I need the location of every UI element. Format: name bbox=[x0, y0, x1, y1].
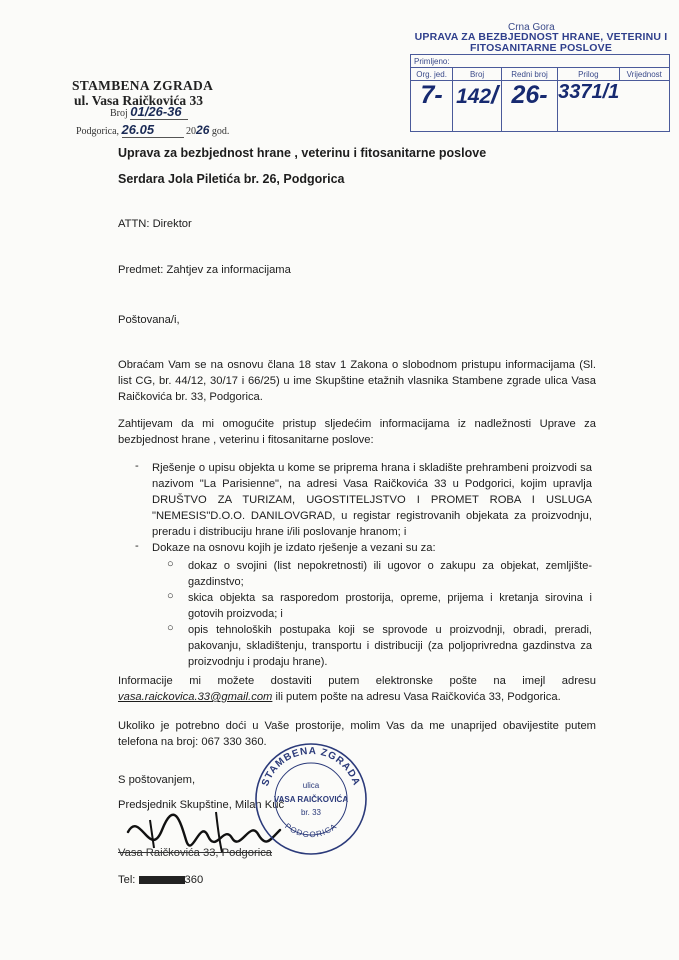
tel-redaction bbox=[139, 876, 185, 884]
bullet-1: - bbox=[135, 460, 139, 472]
broj-value: 01/26-36 bbox=[130, 104, 188, 120]
round-seal bbox=[252, 740, 370, 858]
paragraph-3-after: ili putem pošte na adresu Vasa Raičkovića 33, Podgorica. bbox=[275, 691, 561, 703]
stamp-col-vrijednost: Vrijednost bbox=[619, 68, 669, 81]
subject-line: Predmet: Zahtjev za informacijama bbox=[118, 264, 291, 276]
stamp-val-org: 7 bbox=[420, 81, 435, 109]
stamp-col-broj: Broj bbox=[453, 68, 502, 81]
paragraph-2: Zahtijevam da mi omogućite pristup sljedećim informacijama iz nadležnosti Uprave za bezbjednost hrane , veterinu i fitosanitarne poslove: bbox=[118, 418, 596, 446]
tel-label: Tel: bbox=[118, 874, 136, 886]
stamp-col-redni: Redni broj bbox=[501, 68, 557, 81]
svg-text:PODGORICA bbox=[283, 822, 339, 840]
sub-bullet-3: ○ bbox=[167, 622, 174, 634]
sender-date bbox=[76, 122, 229, 138]
salutation: Poštovana/i, bbox=[118, 314, 180, 326]
paragraph-3-before: Informacije mi možete dostaviti putem elektronske pošte na imejl adresu bbox=[118, 675, 596, 687]
stamp-val-redni: 26 bbox=[511, 81, 540, 109]
sub-item-3: opis tehnoloških postupaka koji se sprovode u proizvodnji, obradi, preradi, pakovanju, skladištenju, transportu i distribuciji (za poljoprivredna gazdinstva za proizvodnju i prodaju hrane). bbox=[188, 624, 592, 668]
sender-line-2: ul. Vasa Raičkovića 33 bbox=[74, 93, 204, 108]
date-value: 26.05 bbox=[122, 122, 184, 138]
attn-line: ATTN: Direktor bbox=[118, 218, 192, 230]
sub-bullet-2: ○ bbox=[167, 590, 174, 602]
closing-signer: Predsjednik Skupštine, Milan Kuč bbox=[118, 799, 285, 811]
recipient-address: Serdara Jola Piletića br. 26, Podgorica bbox=[118, 172, 345, 186]
year-value: 26 bbox=[196, 123, 210, 137]
sub-bullet-1: ○ bbox=[167, 558, 174, 570]
closing-regards: S poštovanjem, bbox=[118, 774, 196, 786]
email-link[interactable]: vasa.raickovica.33@gmail.com bbox=[118, 691, 273, 703]
year-prefix: 20 bbox=[186, 126, 197, 137]
paragraph-3 bbox=[118, 673, 596, 705]
place-label: Podgorica, bbox=[76, 126, 120, 137]
seal-street: VASA RAIČKOVIĆA bbox=[273, 795, 349, 804]
sub-item-2: skica objekta sa rasporedom prostorija, opreme, prijema i kretanja sirovina i gotovih proizvoda; i bbox=[188, 592, 592, 620]
paragraph-4: Ukoliko je potrebno doći u Vaše prostorije, molim Vas da me unaprijed obavijestite putem telefona na broj: 067 330 360. bbox=[118, 720, 596, 748]
closing-tel bbox=[118, 872, 596, 888]
stamp-table: Primljeno: Org. jed. Broj Redni broj Prilog Vrijednost 7- 142/ 26- 3371/1 bbox=[410, 54, 670, 132]
registry-stamp bbox=[400, 22, 670, 132]
stamp-col-prilog: Prilog bbox=[558, 68, 619, 81]
stamp-val-broj: 142 bbox=[456, 85, 492, 108]
recipient-name: Uprava za bezbjednost hrane , veterinu i fitosanitarne poslove bbox=[118, 146, 487, 160]
sender-line-1: STAMBENA ZGRADA bbox=[72, 78, 214, 93]
closing-address-struck: Vasa Raičkovića 33, Podgorica bbox=[118, 847, 273, 859]
god-label: god. bbox=[211, 126, 230, 137]
paragraph-1: Obraćam Vam se na osnovu člana 18 stav 1 Zakona o slobodnom pristupu informacijama (Sl. list CG, br. 44/12, 30/17 i 66/25) u ime Skupštine etažnih vlasnika Stambene zgrade ulica Vasa Raičkovića br. 33, Podgorica. bbox=[118, 359, 596, 403]
tel-visible: 360 bbox=[184, 874, 204, 886]
seal-top-text: STAMBENA ZGRADA bbox=[260, 745, 362, 788]
stamp-col-org: Org. jed. bbox=[411, 68, 453, 81]
stamp-val-prilog: 3371/1 bbox=[558, 81, 620, 103]
list-item-2: Dokaze na osnovu kojih je izdato rješenje a vezani su za: bbox=[152, 542, 436, 554]
stamp-agency: UPRAVA ZA BEZBJEDNOST HRANE, VETERINU I FITOSANITARNE POSLOVE bbox=[414, 31, 668, 54]
seal-ulica: ulica bbox=[302, 781, 320, 790]
stamp-country: Crna Gora bbox=[508, 22, 555, 33]
bullet-2: - bbox=[135, 540, 139, 552]
stamp-received-label: Primljeno: bbox=[411, 55, 670, 68]
sub-item-1: dokaz o svojini (list nepokretnosti) ili ugovor o zakupu za objekat, zemljište-gazdinstvo; bbox=[188, 560, 592, 588]
seal-bottom-text: PODGORICA bbox=[283, 821, 339, 840]
broj-label: Broj bbox=[110, 108, 128, 119]
sender-broj bbox=[110, 104, 188, 120]
list-item-1: Rješenje o upisu objekta u kome se priprema hrana i skladište prehrambeni proizvodi sa nazivom "La Parisienne", na adresi Vasa Raičkovića 33 u Podgorici, kojim upravlja DRUŠTVO ZA TURIZAM, UGOSTITELJSTVO I PROMET ROBA I USLUGA "NEMESIS"D.O.O. DANILOVGRAD, u registar registrovanih objekata za proizvodnju, preradu i distribuciju hrane i/ili poslovanje hranom; i bbox=[152, 462, 592, 538]
seal-number: br. 33 bbox=[300, 808, 322, 817]
